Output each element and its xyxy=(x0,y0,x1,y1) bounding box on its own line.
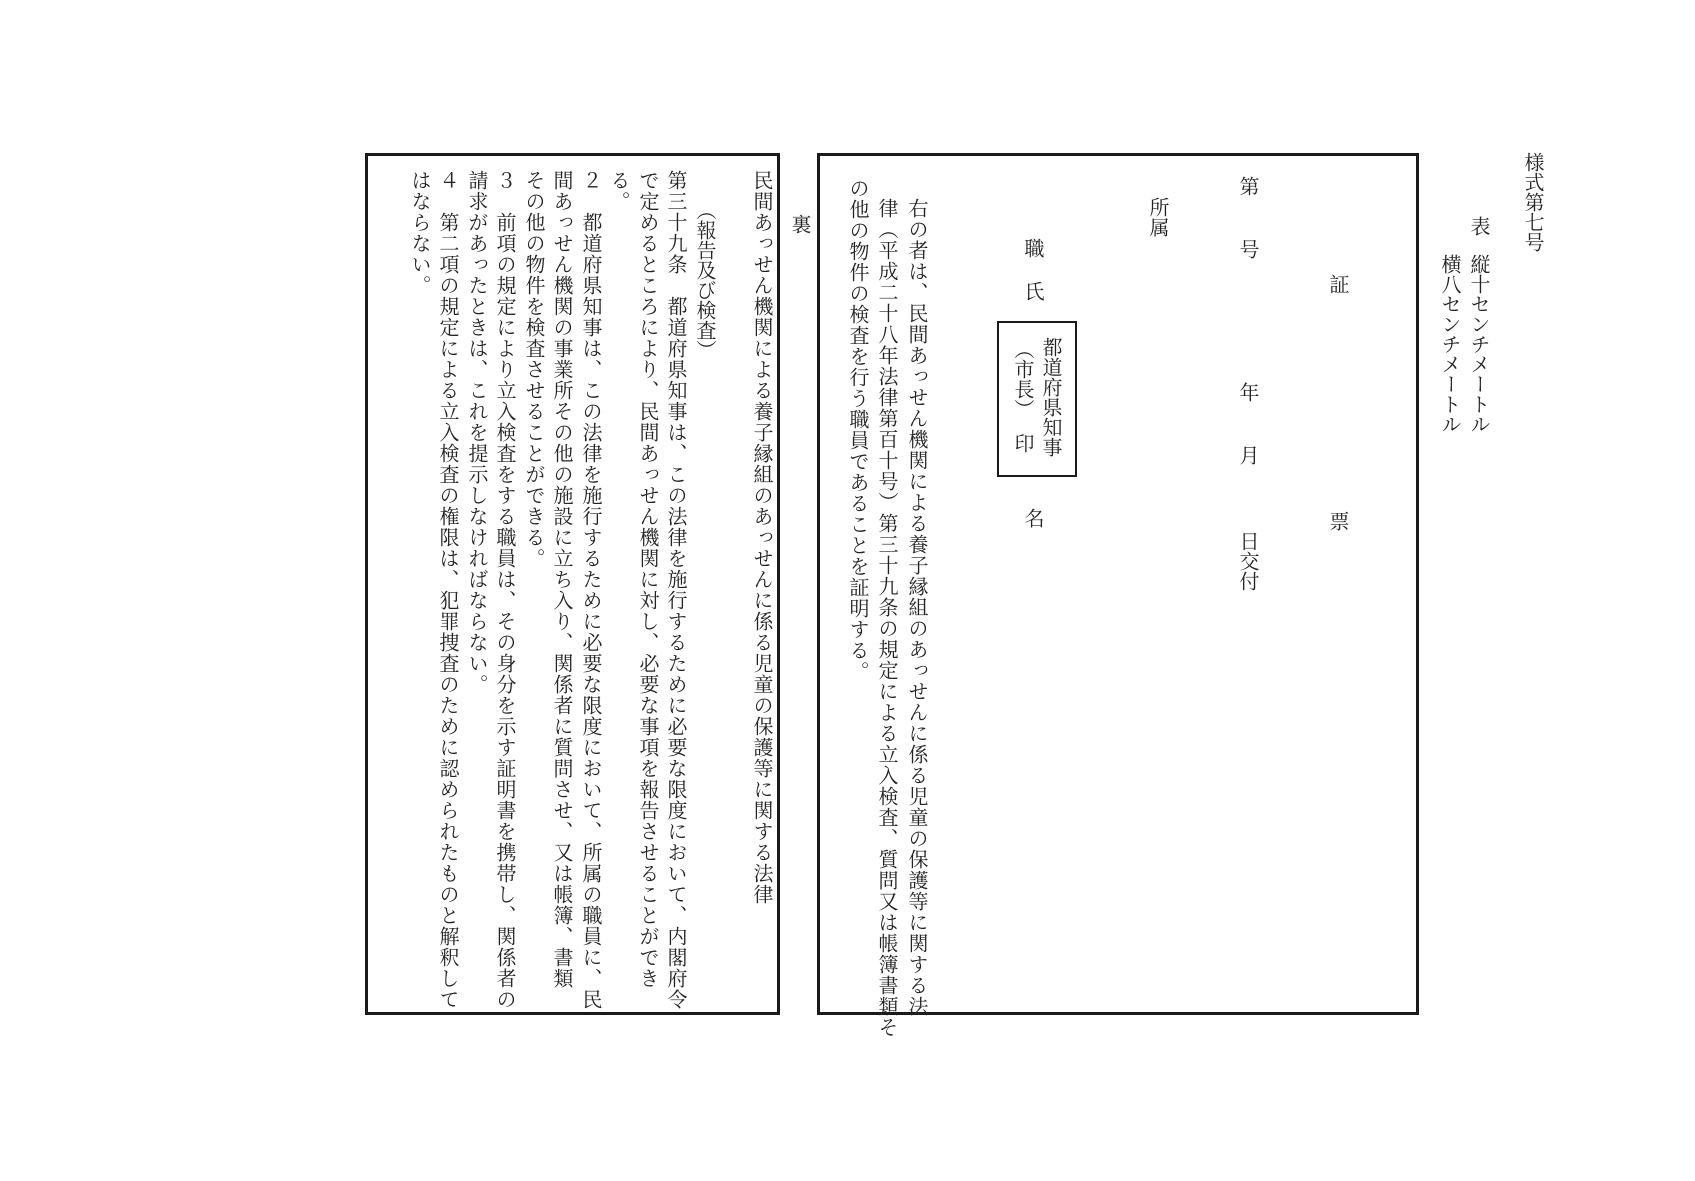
paragraph-4-line-2: はならない。 xyxy=(408,170,432,296)
paragraph-3-line-2: 請求があったときは、これを提示しなければならない。 xyxy=(465,170,489,695)
form-number: 様式第七号 xyxy=(1521,152,1545,252)
dai-label: 第 xyxy=(1236,176,1260,196)
title-char-1: 証 xyxy=(1326,274,1350,294)
name-label-2: 名 xyxy=(1021,508,1045,528)
month-label: 月 xyxy=(1236,445,1260,465)
affiliation-label: 所属 xyxy=(1146,197,1170,237)
paragraph-2-line-3: その他の物件を検査させることができる。 xyxy=(522,170,546,569)
article-39-line-3: る。 xyxy=(607,170,631,212)
paragraph-2-line-1: ２ 都道府県知事は、この法律を施行するために必要な限度において、所属の職員に、民 xyxy=(579,170,603,1010)
go-label: 号 xyxy=(1236,239,1260,259)
front-label: 表 xyxy=(1467,216,1491,236)
seal-line-1: 都道府県知事 xyxy=(1039,337,1063,457)
article-39-line-2: で定めるところにより、民間あっせん機関に対し、必要な事項を報告させることができ xyxy=(636,170,660,989)
title-char-2: 票 xyxy=(1326,511,1350,531)
article-39-line-1: 第三十九条 都道府県知事は、この法律を施行するために必要な限度において、内閣府令 xyxy=(664,170,688,1010)
governor-seal-box xyxy=(997,321,1077,477)
law-title: 民間あっせん機関による養子縁組のあっせんに係る児童の保護等に関する法律 xyxy=(750,170,774,905)
seal-line-2: （市長） xyxy=(1011,339,1035,419)
position-label: 職 xyxy=(1021,238,1045,258)
paragraph-2-line-2: 間あっせん機関の事業所その他の施設に立ち入り、関係者に質問させ、又は帳簿、書類 xyxy=(550,170,574,989)
front-body-line-1: 右の者は、民間あっせん機関による養子縁組のあっせんに係る児童の保護等に関する法 xyxy=(905,198,929,1017)
front-body-line-2: 律（平成二十八年法律第百十号）第三十九条の規定による立入検査、質問又は帳簿書類そ xyxy=(875,198,899,1038)
back-card xyxy=(365,153,780,1015)
paragraph-4-line-1: ４ 第二項の規定による立入検査の権限は、犯罪捜査のために認められたものと解釈して xyxy=(436,170,460,1010)
seal-in: 印 xyxy=(1011,433,1035,453)
front-card xyxy=(817,153,1419,1038)
year-label: 年 xyxy=(1236,382,1260,402)
paragraph-3-line-1: ３ 前項の規定により立入検査をする職員は、その身分を示す証明書を携帯し、関係者の xyxy=(493,170,517,1010)
size-horizontal: 横八センチメートル xyxy=(1438,254,1462,434)
name-label-1: 氏 xyxy=(1021,281,1045,301)
article-caption: （報告及び検査） xyxy=(693,200,717,360)
day-issued-label: 日交付 xyxy=(1236,531,1260,591)
front-body-line-3: の他の物件の検査を行う職員であることを証明する。 xyxy=(846,178,870,682)
size-vertical: 縦十センチメートル xyxy=(1467,254,1491,434)
back-label: 裏 xyxy=(788,214,812,234)
